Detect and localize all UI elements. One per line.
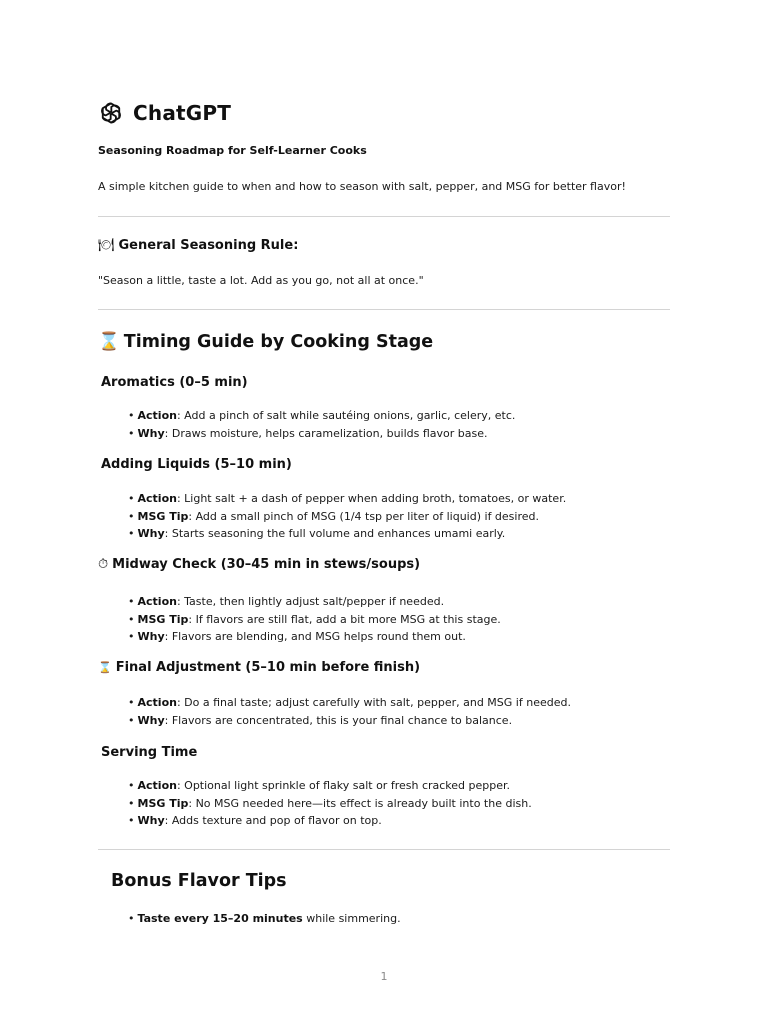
list-item: • Why: Flavors are blending, and MSG helps round them out. xyxy=(128,630,466,643)
stage-bullets-midway-check xyxy=(128,593,501,646)
list-item: • Why: Draws moisture, helps caramelization, builds flavor base. xyxy=(128,426,488,440)
stage-bullets-serving-time xyxy=(128,777,532,830)
list-item: • Action: Taste, then lightly adjust salt/pepper if needed. xyxy=(128,595,445,608)
stage-bullets-adding-liquids xyxy=(128,490,566,543)
stage-bullets-aromatics xyxy=(128,407,515,442)
stopwatch-icon: ⏱ xyxy=(98,557,109,572)
brand-header xyxy=(98,100,231,126)
divider xyxy=(98,849,670,850)
list-item: • MSG Tip: If flavors are still flat, add a bit more MSG at this stage. xyxy=(128,612,501,626)
hourglass-icon: ⌛ xyxy=(98,661,112,674)
stage-heading-serving-time: Serving Time xyxy=(101,745,198,760)
stage-heading-adding-liquids: Adding Liquids (5–10 min) xyxy=(101,457,292,472)
divider xyxy=(98,216,670,217)
list-item: • Why: Starts seasoning the full volume and enhances umami early. xyxy=(128,527,506,540)
stage-heading-final-adjustment: ⌛ Final Adjustment (5–10 min before finish) xyxy=(98,660,421,675)
general-rule-heading-text: General Seasoning Rule: xyxy=(118,238,299,253)
list-item: • Why: Flavors are concentrated, this is your final chance to balance. xyxy=(128,713,513,727)
list-item: • MSG Tip: No MSG needed here—its effect is already built into the dish. xyxy=(128,796,532,810)
list-item: • Action: Do a final taste; adjust carefully with salt, pepper, and MSG if needed. xyxy=(128,696,571,709)
bonus-tips-heading: Bonus Flavor Tips xyxy=(111,871,287,891)
brand-name: ChatGPT xyxy=(133,101,232,125)
divider xyxy=(98,309,670,310)
stage-bullets-final-adjustment xyxy=(128,694,571,729)
general-rule-heading xyxy=(98,238,298,253)
timing-guide-heading xyxy=(98,332,433,352)
openai-logo-icon xyxy=(98,100,124,126)
page-number: 1 xyxy=(380,970,388,983)
general-rule-quote: "Season a little, taste a lot. Add as you go, not all at once." xyxy=(98,274,424,287)
list-item: • Action: Add a pinch of salt while sautéing onions, garlic, celery, etc. xyxy=(128,409,516,422)
stage-heading-midway-check: ⏱ Midway Check (30–45 min in stews/soups) xyxy=(98,557,421,572)
list-item: • Why: Adds texture and pop of flavor on top. xyxy=(128,814,382,827)
document-intro: A simple kitchen guide to when and how to season with salt, pepper, and MSG for better flavor! xyxy=(98,180,626,193)
list-item: • MSG Tip: Add a small pinch of MSG (1/4 tsp per liter of liquid) if desired. xyxy=(128,509,539,523)
bonus-tips-bullets xyxy=(128,910,401,928)
plate-utensils-icon: 🍽 xyxy=(98,238,115,253)
hourglass-icon: ⌛ xyxy=(98,332,120,352)
document-subtitle: Seasoning Roadmap for Self-Learner Cooks xyxy=(98,144,367,157)
list-item: • Taste every 15–20 minutes while simmering. xyxy=(128,912,401,925)
timing-guide-heading-text: Timing Guide by Cooking Stage xyxy=(123,332,434,352)
list-item: • Action: Light salt + a dash of pepper when adding broth, tomatoes, or water. xyxy=(128,492,567,505)
stage-heading-aromatics: Aromatics (0–5 min) xyxy=(101,375,248,390)
list-item: • Action: Optional light sprinkle of flaky salt or fresh cracked pepper. xyxy=(128,779,511,792)
